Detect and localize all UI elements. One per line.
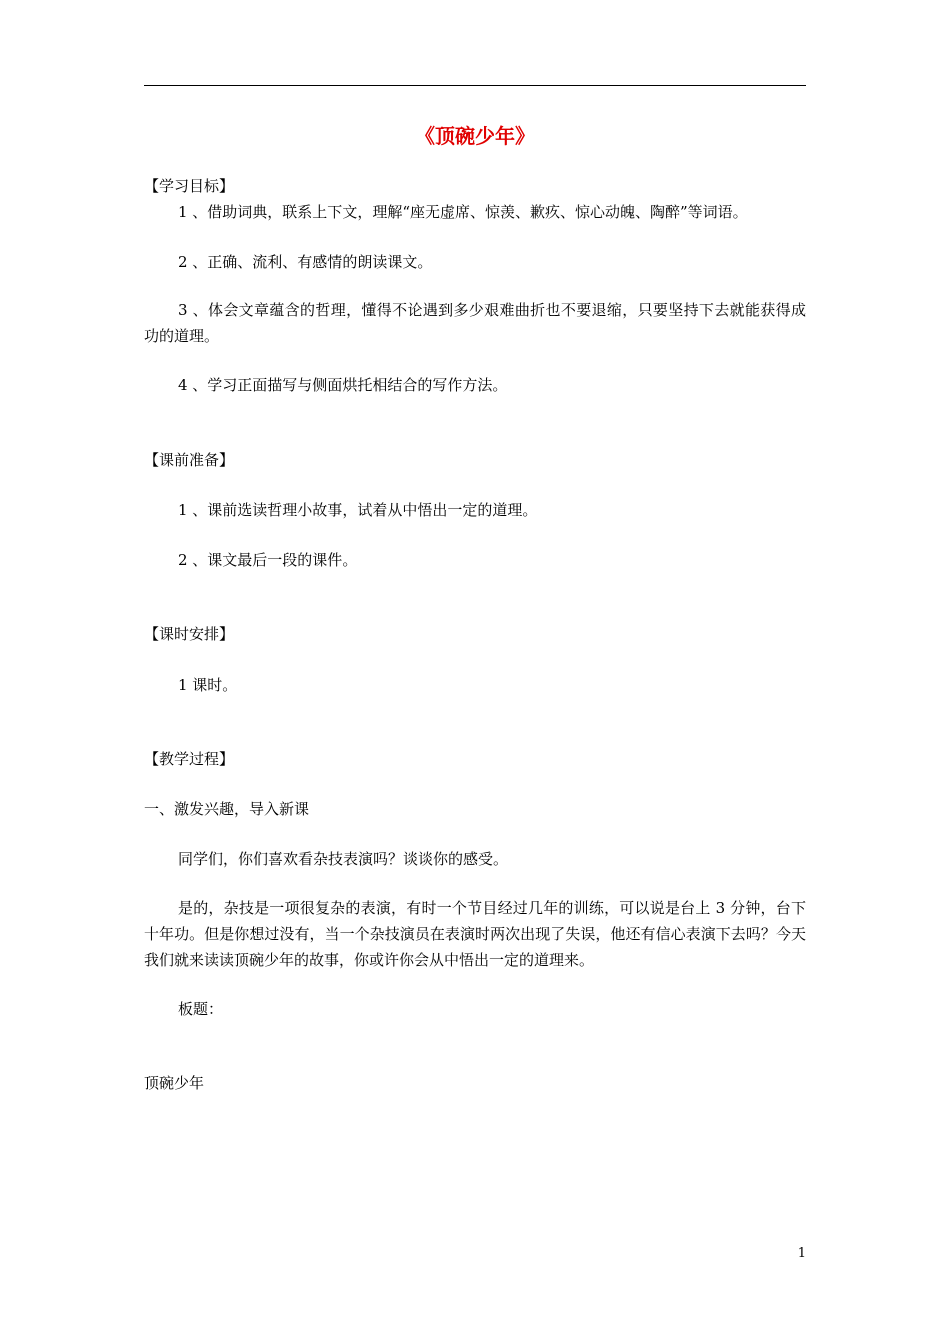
process-heading: 【教学过程】	[144, 750, 235, 768]
goal-item-1: 1 、借助词典，联系上下文，理解“座无虚席、惊羡、歉疚、惊心动魄、陶醉”等词语。	[178, 203, 748, 221]
goal-item-2: 2 、正确、流利、有感情的朗读课文。	[178, 253, 433, 271]
process-paragraph-1: 同学们，你们喜欢看杂技表演吗？谈谈你的感受。	[178, 850, 509, 868]
section-heading-1: 一、激发兴趣，导入新课	[144, 800, 310, 818]
goal-item-4: 4 、学习正面描写与侧面烘托相结合的写作方法。	[178, 376, 508, 394]
document-title: 《顶碗少年》	[415, 124, 535, 148]
process-paragraph-3: 板题：	[178, 1000, 224, 1018]
goal-item-3: 3 、体会文章蕴含的哲理，懂得不论遇到多少艰难曲折也不要退缩，只要坚持下去就能获得成功的道理。	[144, 301, 806, 345]
prep-heading: 【课前准备】	[144, 451, 235, 469]
schedule-text: 1 课时。	[178, 676, 238, 694]
goals-heading: 【学习目标】	[144, 177, 235, 195]
process-paragraph-2: 是的，杂技是一项很复杂的表演，有时一个节目经过几年的训练，可以说是台上 3 分钟，台下十年功。但是你想过没有，当一个杂技演员在表演时两次出现了失误，他还有信心表演下去吗？今天我们就来读读顶碗少年的故事，你或许你会从中悟出一定的道理来。	[144, 899, 806, 969]
schedule-heading: 【课时安排】	[144, 625, 235, 643]
prep-item-1: 1 、课前选读哲理小故事，试着从中悟出一定的道理。	[178, 501, 538, 519]
prep-item-2: 2 、课文最后一段的课件。	[178, 551, 358, 569]
board-title: 顶碗少年	[144, 1074, 205, 1092]
header-rule	[144, 85, 806, 86]
page-number: 1	[797, 1246, 806, 1261]
